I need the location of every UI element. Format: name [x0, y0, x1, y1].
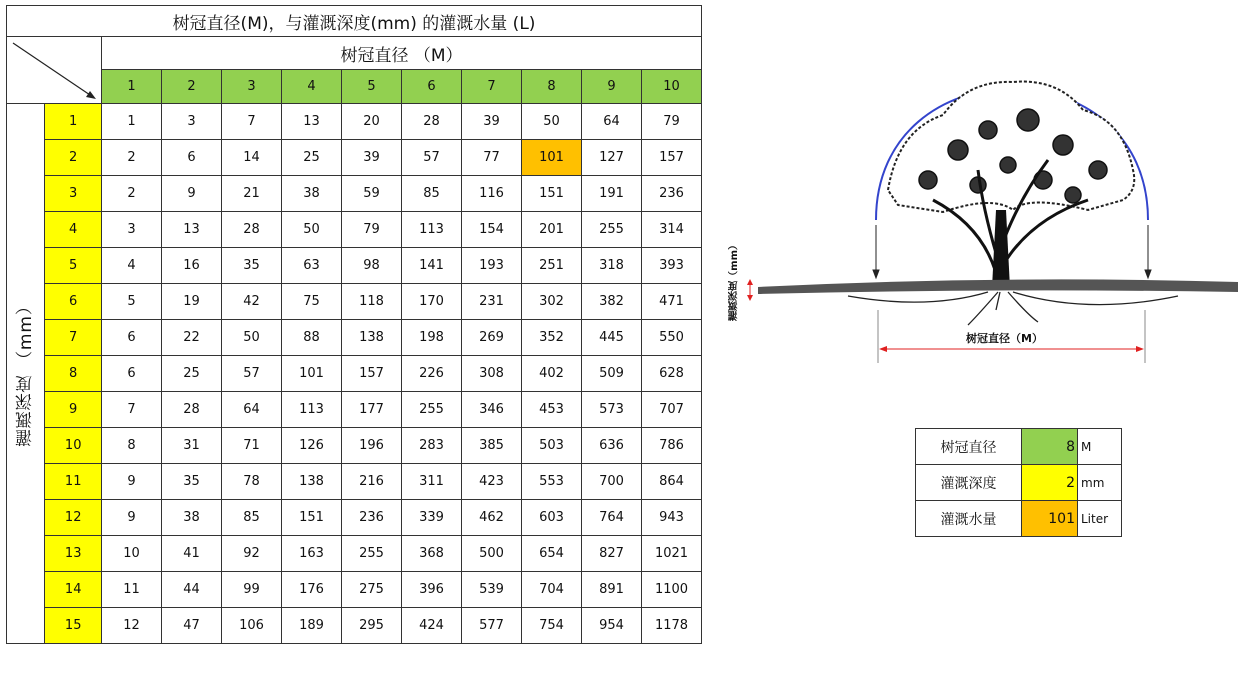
table-cell: 3 [162, 104, 222, 140]
table-cell: 13 [162, 212, 222, 248]
table-cell: 573 [582, 392, 642, 428]
table-cell: 50 [222, 320, 282, 356]
table-cell: 19 [162, 284, 222, 320]
table-cell: 28 [162, 392, 222, 428]
row-header-cell: 12 [45, 500, 102, 536]
table-cell: 79 [642, 104, 702, 140]
corner-arrow-cell [7, 37, 102, 104]
table-cell: 308 [462, 356, 522, 392]
calculator-label: 灌溉深度 [916, 465, 1022, 501]
table-cell: 126 [282, 428, 342, 464]
table-cell: 295 [342, 608, 402, 644]
table-cell: 79 [342, 212, 402, 248]
table-cell: 50 [282, 212, 342, 248]
row-header-cell: 14 [45, 572, 102, 608]
table-cell: 255 [402, 392, 462, 428]
table-cell: 98 [342, 248, 402, 284]
highlighted-cell: 101 [522, 140, 582, 176]
table-cell: 786 [642, 428, 702, 464]
row-header-cell: 10 [45, 428, 102, 464]
table-cell: 226 [402, 356, 462, 392]
table-cell: 38 [162, 500, 222, 536]
table-row [7, 284, 702, 320]
table-cell: 754 [522, 608, 582, 644]
table-cell: 20 [342, 104, 402, 140]
table-cell: 35 [162, 464, 222, 500]
foliage-icon [888, 82, 1134, 212]
table-cell: 154 [462, 212, 522, 248]
calculator-value[interactable]: 2 [1022, 465, 1078, 501]
table-cell: 28 [222, 212, 282, 248]
table-cell: 189 [282, 608, 342, 644]
table-cell: 92 [222, 536, 282, 572]
table-cell: 99 [222, 572, 282, 608]
table-cell: 216 [342, 464, 402, 500]
roots [848, 292, 1178, 325]
table-cell: 77 [462, 140, 522, 176]
row-header-cell: 15 [45, 608, 102, 644]
table-cell: 201 [522, 212, 582, 248]
table-row [7, 140, 702, 176]
row-header-cell: 8 [45, 356, 102, 392]
table-cell: 255 [582, 212, 642, 248]
table-cell: 462 [462, 500, 522, 536]
table-cell: 346 [462, 392, 522, 428]
table-cell: 500 [462, 536, 522, 572]
table-cell: 9 [162, 176, 222, 212]
table-cell: 57 [222, 356, 282, 392]
table-cell: 31 [162, 428, 222, 464]
row-header-cell: 1 [45, 104, 102, 140]
table-cell: 6 [102, 320, 162, 356]
table-cell: 3 [102, 212, 162, 248]
table-cell: 21 [222, 176, 282, 212]
calculator-table [915, 428, 1122, 537]
table-cell: 1 [102, 104, 162, 140]
table-cell: 1100 [642, 572, 702, 608]
table-cell: 6 [102, 356, 162, 392]
table-cell: 64 [222, 392, 282, 428]
col-header-cell: 8 [522, 70, 582, 104]
table-row [7, 320, 702, 356]
depth-label: 灌溉深度（mm） [729, 240, 740, 321]
table-cell: 954 [582, 608, 642, 644]
table-cell: 75 [282, 284, 342, 320]
table-cell: 118 [342, 284, 402, 320]
calculator-unit: M [1078, 429, 1122, 465]
table-cell: 255 [342, 536, 402, 572]
table-cell: 2 [102, 176, 162, 212]
table-row [7, 356, 702, 392]
table-cell: 10 [102, 536, 162, 572]
table-cell: 704 [522, 572, 582, 608]
table-cell: 1178 [642, 608, 702, 644]
irrigation-table [6, 5, 702, 644]
table-cell: 157 [642, 140, 702, 176]
col-group-label: 树冠直径 （M） [102, 37, 702, 70]
table-cell: 193 [462, 248, 522, 284]
row-header-cell: 2 [45, 140, 102, 176]
ground [758, 279, 1238, 294]
table-cell: 423 [462, 464, 522, 500]
table-row [7, 608, 702, 644]
diagonal-arrow-icon [7, 37, 101, 103]
table-cell: 57 [402, 140, 462, 176]
table-cell: 106 [222, 608, 282, 644]
col-header-cell: 7 [462, 70, 522, 104]
table-cell: 539 [462, 572, 522, 608]
table-row [7, 248, 702, 284]
table-cell: 700 [582, 464, 642, 500]
calculator-row [916, 501, 1122, 537]
calculator-value[interactable]: 8 [1022, 429, 1078, 465]
table-cell: 943 [642, 500, 702, 536]
row-header-cell: 9 [45, 392, 102, 428]
table-title: 树冠直径(M)，与灌溉深度(mm) 的灌溉水量 (L) [7, 6, 702, 37]
table-cell: 141 [402, 248, 462, 284]
table-cell: 471 [642, 284, 702, 320]
table-cell: 12 [102, 608, 162, 644]
col-header-cell: 9 [582, 70, 642, 104]
table-cell: 35 [222, 248, 282, 284]
table-cell: 231 [462, 284, 522, 320]
table-cell: 44 [162, 572, 222, 608]
table-cell: 236 [642, 176, 702, 212]
table-cell: 41 [162, 536, 222, 572]
table-cell: 352 [522, 320, 582, 356]
table-cell: 453 [522, 392, 582, 428]
table-cell: 50 [522, 104, 582, 140]
table-cell: 85 [402, 176, 462, 212]
table-cell: 628 [642, 356, 702, 392]
table-row [7, 104, 702, 140]
table-cell: 445 [582, 320, 642, 356]
table-cell: 151 [522, 176, 582, 212]
depth-arrow-icon [747, 279, 753, 301]
table-cell: 318 [582, 248, 642, 284]
row-header-cell: 7 [45, 320, 102, 356]
diameter-label: 树冠直径（M） [966, 332, 1043, 345]
table-row [7, 392, 702, 428]
table-cell: 550 [642, 320, 702, 356]
calculator-row [916, 429, 1122, 465]
table-cell: 654 [522, 536, 582, 572]
table-cell: 503 [522, 428, 582, 464]
row-header-cell: 4 [45, 212, 102, 248]
table-cell: 393 [642, 248, 702, 284]
table-cell: 6 [162, 140, 222, 176]
table-cell: 177 [342, 392, 402, 428]
calculator-label: 灌溉水量 [916, 501, 1022, 537]
table-cell: 707 [642, 392, 702, 428]
table-cell: 553 [522, 464, 582, 500]
table-cell: 8 [102, 428, 162, 464]
col-header-cell: 6 [402, 70, 462, 104]
table-cell: 251 [522, 248, 582, 284]
calculator-label: 树冠直径 [916, 429, 1022, 465]
tree-diagram [728, 60, 1248, 380]
table-row [7, 176, 702, 212]
table-cell: 138 [342, 320, 402, 356]
row-group-label: 灌溉深度 （mm） [16, 296, 37, 447]
table-cell: 113 [282, 392, 342, 428]
row-header-cell: 3 [45, 176, 102, 212]
table-cell: 509 [582, 356, 642, 392]
table-cell: 9 [102, 464, 162, 500]
table-cell: 101 [282, 356, 342, 392]
table-cell: 13 [282, 104, 342, 140]
table-cell: 39 [462, 104, 522, 140]
table-cell: 269 [462, 320, 522, 356]
table-cell: 22 [162, 320, 222, 356]
table-cell: 1021 [642, 536, 702, 572]
table-cell: 38 [282, 176, 342, 212]
table-cell: 88 [282, 320, 342, 356]
table-cell: 891 [582, 572, 642, 608]
table-row [7, 428, 702, 464]
table-cell: 236 [342, 500, 402, 536]
table-cell: 25 [162, 356, 222, 392]
col-header-cell: 4 [282, 70, 342, 104]
table-cell: 385 [462, 428, 522, 464]
table-cell: 28 [402, 104, 462, 140]
table-cell: 78 [222, 464, 282, 500]
table-cell: 85 [222, 500, 282, 536]
table-cell: 382 [582, 284, 642, 320]
table-cell: 2 [102, 140, 162, 176]
table-cell: 9 [102, 500, 162, 536]
table-cell: 71 [222, 428, 282, 464]
table-cell: 42 [222, 284, 282, 320]
table-cell: 368 [402, 536, 462, 572]
calculator-unit: mm [1078, 465, 1122, 501]
table-cell: 339 [402, 500, 462, 536]
row-header-cell: 6 [45, 284, 102, 320]
col-header-cell: 2 [162, 70, 222, 104]
table-cell: 5 [102, 284, 162, 320]
col-header-cell: 1 [102, 70, 162, 104]
table-cell: 16 [162, 248, 222, 284]
table-cell: 39 [342, 140, 402, 176]
table-cell: 191 [582, 176, 642, 212]
table-cell: 138 [282, 464, 342, 500]
table-cell: 577 [462, 608, 522, 644]
table-row [7, 572, 702, 608]
table-cell: 176 [282, 572, 342, 608]
table-row [7, 536, 702, 572]
table-cell: 198 [402, 320, 462, 356]
table-cell: 47 [162, 608, 222, 644]
table-cell: 151 [282, 500, 342, 536]
col-header-cell: 3 [222, 70, 282, 104]
table-cell: 163 [282, 536, 342, 572]
table-cell: 636 [582, 428, 642, 464]
table-cell: 275 [342, 572, 402, 608]
table-cell: 396 [402, 572, 462, 608]
row-header-cell: 5 [45, 248, 102, 284]
table-row [7, 212, 702, 248]
calculator-row [916, 465, 1122, 501]
table-cell: 196 [342, 428, 402, 464]
trunk [992, 210, 1010, 288]
col-header-cell: 5 [342, 70, 402, 104]
table-cell: 14 [222, 140, 282, 176]
table-cell: 113 [402, 212, 462, 248]
table-cell: 157 [342, 356, 402, 392]
table-cell: 764 [582, 500, 642, 536]
table-row [7, 464, 702, 500]
calculator-value[interactable]: 101 [1022, 501, 1078, 537]
table-cell: 283 [402, 428, 462, 464]
table-cell: 116 [462, 176, 522, 212]
table-cell: 25 [282, 140, 342, 176]
row-group-label-cell [7, 104, 45, 644]
table-cell: 4 [102, 248, 162, 284]
table-cell: 311 [402, 464, 462, 500]
table-cell: 827 [582, 536, 642, 572]
table-cell: 127 [582, 140, 642, 176]
table-cell: 59 [342, 176, 402, 212]
table-cell: 11 [102, 572, 162, 608]
table-cell: 424 [402, 608, 462, 644]
row-header-cell: 11 [45, 464, 102, 500]
table-row [7, 500, 702, 536]
table-cell: 603 [522, 500, 582, 536]
table-cell: 314 [642, 212, 702, 248]
table-cell: 864 [642, 464, 702, 500]
table-cell: 7 [222, 104, 282, 140]
table-cell: 63 [282, 248, 342, 284]
row-header-cell: 13 [45, 536, 102, 572]
table-cell: 302 [522, 284, 582, 320]
table-cell: 402 [522, 356, 582, 392]
col-header-cell: 10 [642, 70, 702, 104]
calculator-unit: Liter [1078, 501, 1122, 537]
table-cell: 170 [402, 284, 462, 320]
table-cell: 7 [102, 392, 162, 428]
table-cell: 64 [582, 104, 642, 140]
